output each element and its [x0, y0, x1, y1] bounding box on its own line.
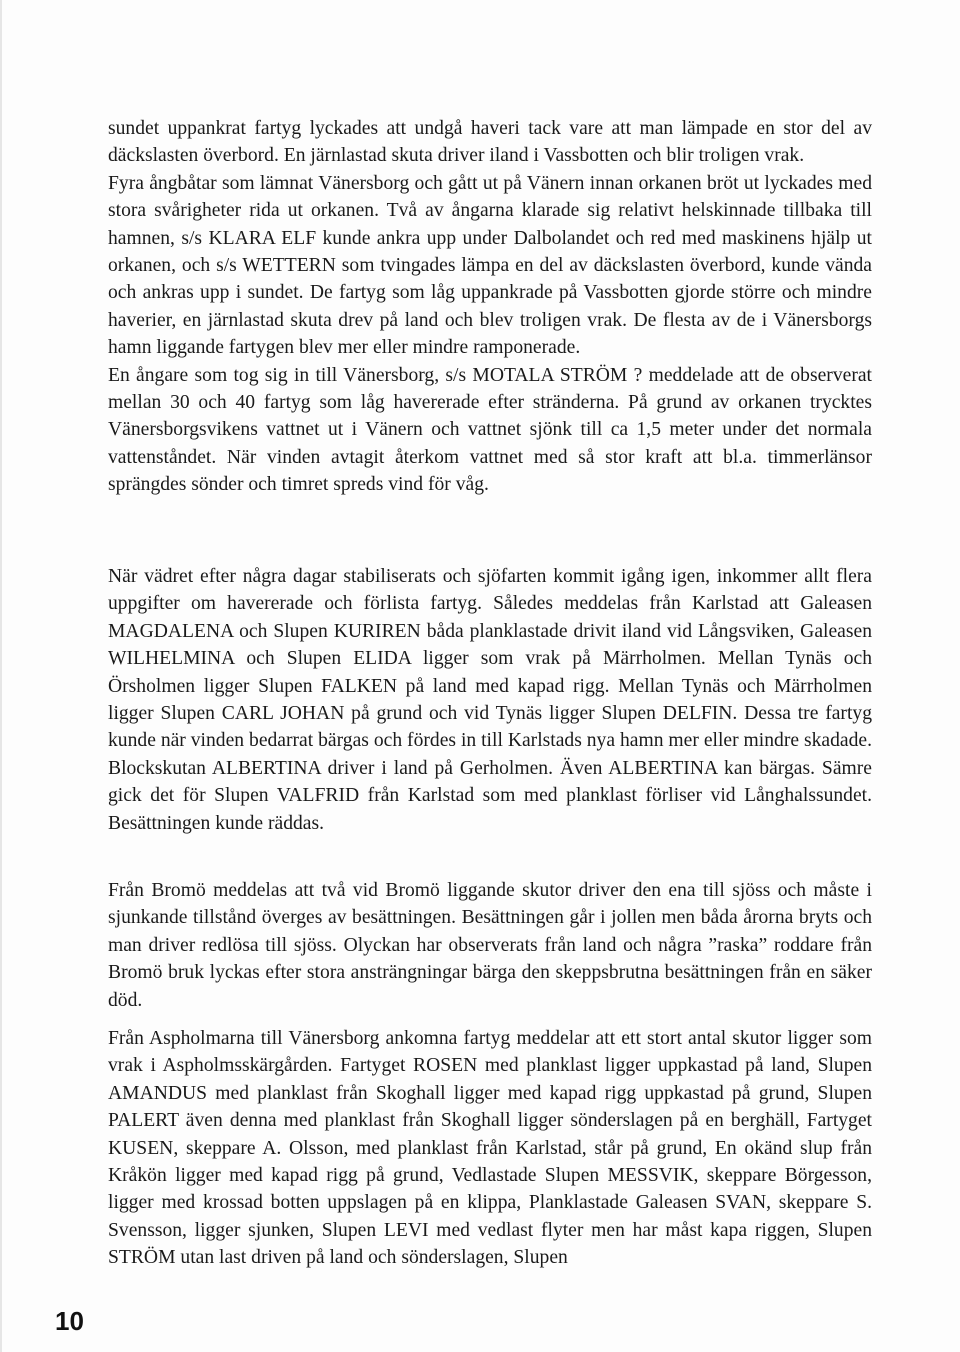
page-number: 10 — [55, 1306, 84, 1336]
text-block-4 — [108, 1025, 872, 1272]
text-block-2 — [108, 563, 872, 837]
paragraph: sundet uppankrat fartyg lyckades att undgå haveri tack vare att man lämpade en stor del av däckslasten överbord. En järnlastad skuta driver iland i Vassbotten och blir troligen vrak. — [108, 118, 872, 167]
paragraph: När vädret efter några dagar stabiliserats och sjöfarten kommit igång igen, inkommer allt flera uppgifter om havererade och förlista fartyg. Således meddelas från Karlstad att Galeasen MAGDALENA och Slupen KURIREN båda planklastade drivit iland vid Långsviken, Galeasen WILHELMINA och Slupen ELIDA ligger som vrak på Märrholmen. Mellan Tynäs och Örsholmen ligger Slupen FALKEN på land med kapad rigg. Mellan Tynäs och Märrholmen ligger Slupen CARL JOHAN på grund och vid Tynäs ligger Slupen DELFIN. Dessa tre fartyg kunde när vinden bedarrat bärgas och fördes in till Karlstads nya hamn mer eller mindre skadade. Blockskutan ALBERTINA driver i land på Gerholmen. Även ALBERTINA kan bärgas. Sämre gick det för Slupen VALFRID från Karlstad som med planklast förliser vid Långhalssundet. Besättningen kunde räddas. — [108, 566, 872, 834]
page-edge — [0, 0, 2, 1352]
paragraph: Från Bromö meddelas att två vid Bromö liggande skutor driver den ena till sjöss och måste i sjunkande tillstånd överges av besättningen. Besättningen går i jollen men båda årorna bryts och man driver redlösa till sjöss. Olyckan har observerats från land och några ”raska” roddare från Bromö bruk lyckas efter stora ansträngningar bärga den skeppsbrutna besättningen från en säker död. — [108, 880, 872, 1011]
text-block-1 — [108, 115, 872, 499]
paragraph: Fyra ångbåtar som lämnat Vänersborg och gått ut på Vänern innan orkanen bröt ut lyckades med stora svårigheter rida ut orkanen. Två av ångarna klarade sig relativt helskinnade tillbaka till hamnen, s/s KLARA ELF kunde ankra upp under Dalbolandet och red med maskinens hjälp ut orkanen, och s/s WETTERN som tvingades lämpa en del av däckslasten överbord, kunde vända och ankras upp i sundet. De fartyg som låg uppankrade på Vassbotten gjorde större och mindre haverier, en järnlastad skuta drev på land och blev troligen vrak. De flesta av de i Vänersborgs hamn liggande fartygen blev mer eller mindre ramponerade. — [108, 172, 872, 359]
paragraph: Från Aspholmarna till Vänersborg ankomna fartyg meddelar att ett stort antal skutor ligger som vrak i Aspholmsskärgården. Fartyget ROSEN med planklast ligger uppkastad på land, Slupen AMANDUS med planklast från Skoghall ligger med kapad rigg uppkastad på grund, Slupen PALERT även denna med planklast från Skoghall ligger sönderslagen på en berghäll, Fartyget KUSEN, skeppare A. Olsson, med planklast från Karlstad, står på grund, En okänd slup från Kråkön ligger med kapad rigg på grund, Vedlastade Slupen MESSVIK, skeppare Börgesson, ligger med krossad botten uppslagen på en klippa, Planklastade Galeasen SVAN, skeppare S. Svensson, ligger sjunken, Slupen LEVI med vedlast flyter men har måst kapa riggen, Slupen STRÖM utan last driven på land och sönderslagen, Slupen — [108, 1028, 872, 1269]
text-block-3 — [108, 877, 872, 1014]
paragraph: En ångare som tog sig in till Vänersborg, s/s MOTALA STRÖM ? meddelade att de observerat mellan 30 och 40 fartyg som låg havererade efter stränderna. På grund av orkanen trycktes Vänersborgsvikens vattnet ut i Vänern och vattnet sjönk till ca 1,5 meter under det normala vattenståndet. När vinden avtagit återkom vattnet med så stor kraft att bl.a. timmerlänsor sprängdes sönder och timret spreds vind för våg. — [108, 364, 872, 496]
